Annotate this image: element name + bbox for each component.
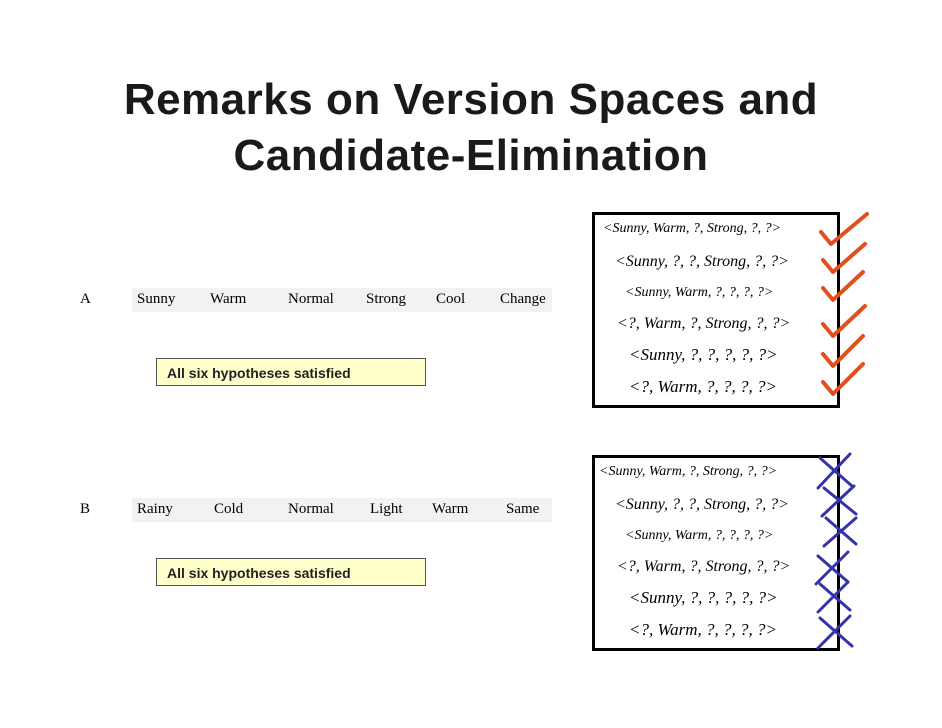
cross-icon <box>822 486 856 516</box>
example-b-cell-2: Cold <box>214 501 244 517</box>
hypothesis-a-6: <?, Warm, ?, ?, ?, ?> <box>629 377 777 396</box>
example-b-cell-6: Same <box>506 501 540 517</box>
hypothesis-b-6: <?, Warm, ?, ?, ?, ?> <box>629 620 777 639</box>
check-icon <box>823 244 865 272</box>
check-icon <box>823 306 865 336</box>
slide-title <box>0 72 942 184</box>
example-b-cell-4: Light <box>370 501 403 517</box>
hypothesis-b-3: <Sunny, Warm, ?, ?, ?, ?> <box>625 528 774 543</box>
cross-icon <box>824 518 856 546</box>
example-b-note: All six hypotheses satisfied <box>156 558 426 586</box>
example-a-label: A <box>80 291 91 307</box>
hypothesis-b-2: <Sunny, ?, ?, Strong, ?, ?> <box>615 496 789 513</box>
cross-icon <box>818 616 852 648</box>
hypothesis-a-2: <Sunny, ?, ?, Strong, ?, ?> <box>615 253 789 270</box>
check-icon <box>821 214 867 244</box>
example-a-row-bg <box>132 288 552 312</box>
example-a-cell-6: Change <box>500 291 546 307</box>
example-b-cell-1: Rainy <box>137 501 173 517</box>
slide-title-line1: Remarks on Version Spaces and <box>123 75 819 124</box>
example-b-cell-3: Normal <box>288 501 334 517</box>
hypothesis-b-1: <Sunny, Warm, ?, Strong, ?, ?> <box>599 464 778 479</box>
example-a-cell-4: Strong <box>366 291 407 307</box>
cross-icon <box>818 454 852 488</box>
check-icon <box>823 364 863 394</box>
example-b-cell-5: Warm <box>432 501 469 517</box>
slide-title-line2: Candidate-Elimination <box>233 131 709 180</box>
hypothesis-b-4: <?, Warm, ?, Strong, ?, ?> <box>617 558 791 575</box>
check-marks-a <box>815 210 875 410</box>
example-b-label: B <box>80 501 91 517</box>
hypothesis-b-5: <Sunny, ?, ?, ?, ?, ?> <box>629 588 778 607</box>
example-b-row-bg <box>132 498 552 522</box>
check-icon <box>823 336 863 366</box>
hypothesis-a-4: <?, Warm, ?, Strong, ?, ?> <box>617 315 791 332</box>
cross-icon <box>818 582 850 612</box>
example-a-cell-5: Cool <box>436 291 466 307</box>
cross-icon <box>816 552 848 584</box>
cross-marks-b <box>812 452 872 652</box>
example-a-cell-3: Normal <box>288 291 334 307</box>
hypothesis-a-3: <Sunny, Warm, ?, ?, ?, ?> <box>625 285 774 300</box>
version-space-box-b <box>592 455 840 651</box>
version-space-box-a <box>592 212 840 408</box>
example-a-cell-1: Sunny <box>137 291 176 307</box>
hypothesis-a-1: <Sunny, Warm, ?, Strong, ?, ?> <box>603 221 782 236</box>
check-icon <box>823 272 863 300</box>
hypothesis-a-5: <Sunny, ?, ?, ?, ?, ?> <box>629 345 778 364</box>
example-a-cell-2: Warm <box>210 291 247 307</box>
example-a-note: All six hypotheses satisfied <box>156 358 426 386</box>
